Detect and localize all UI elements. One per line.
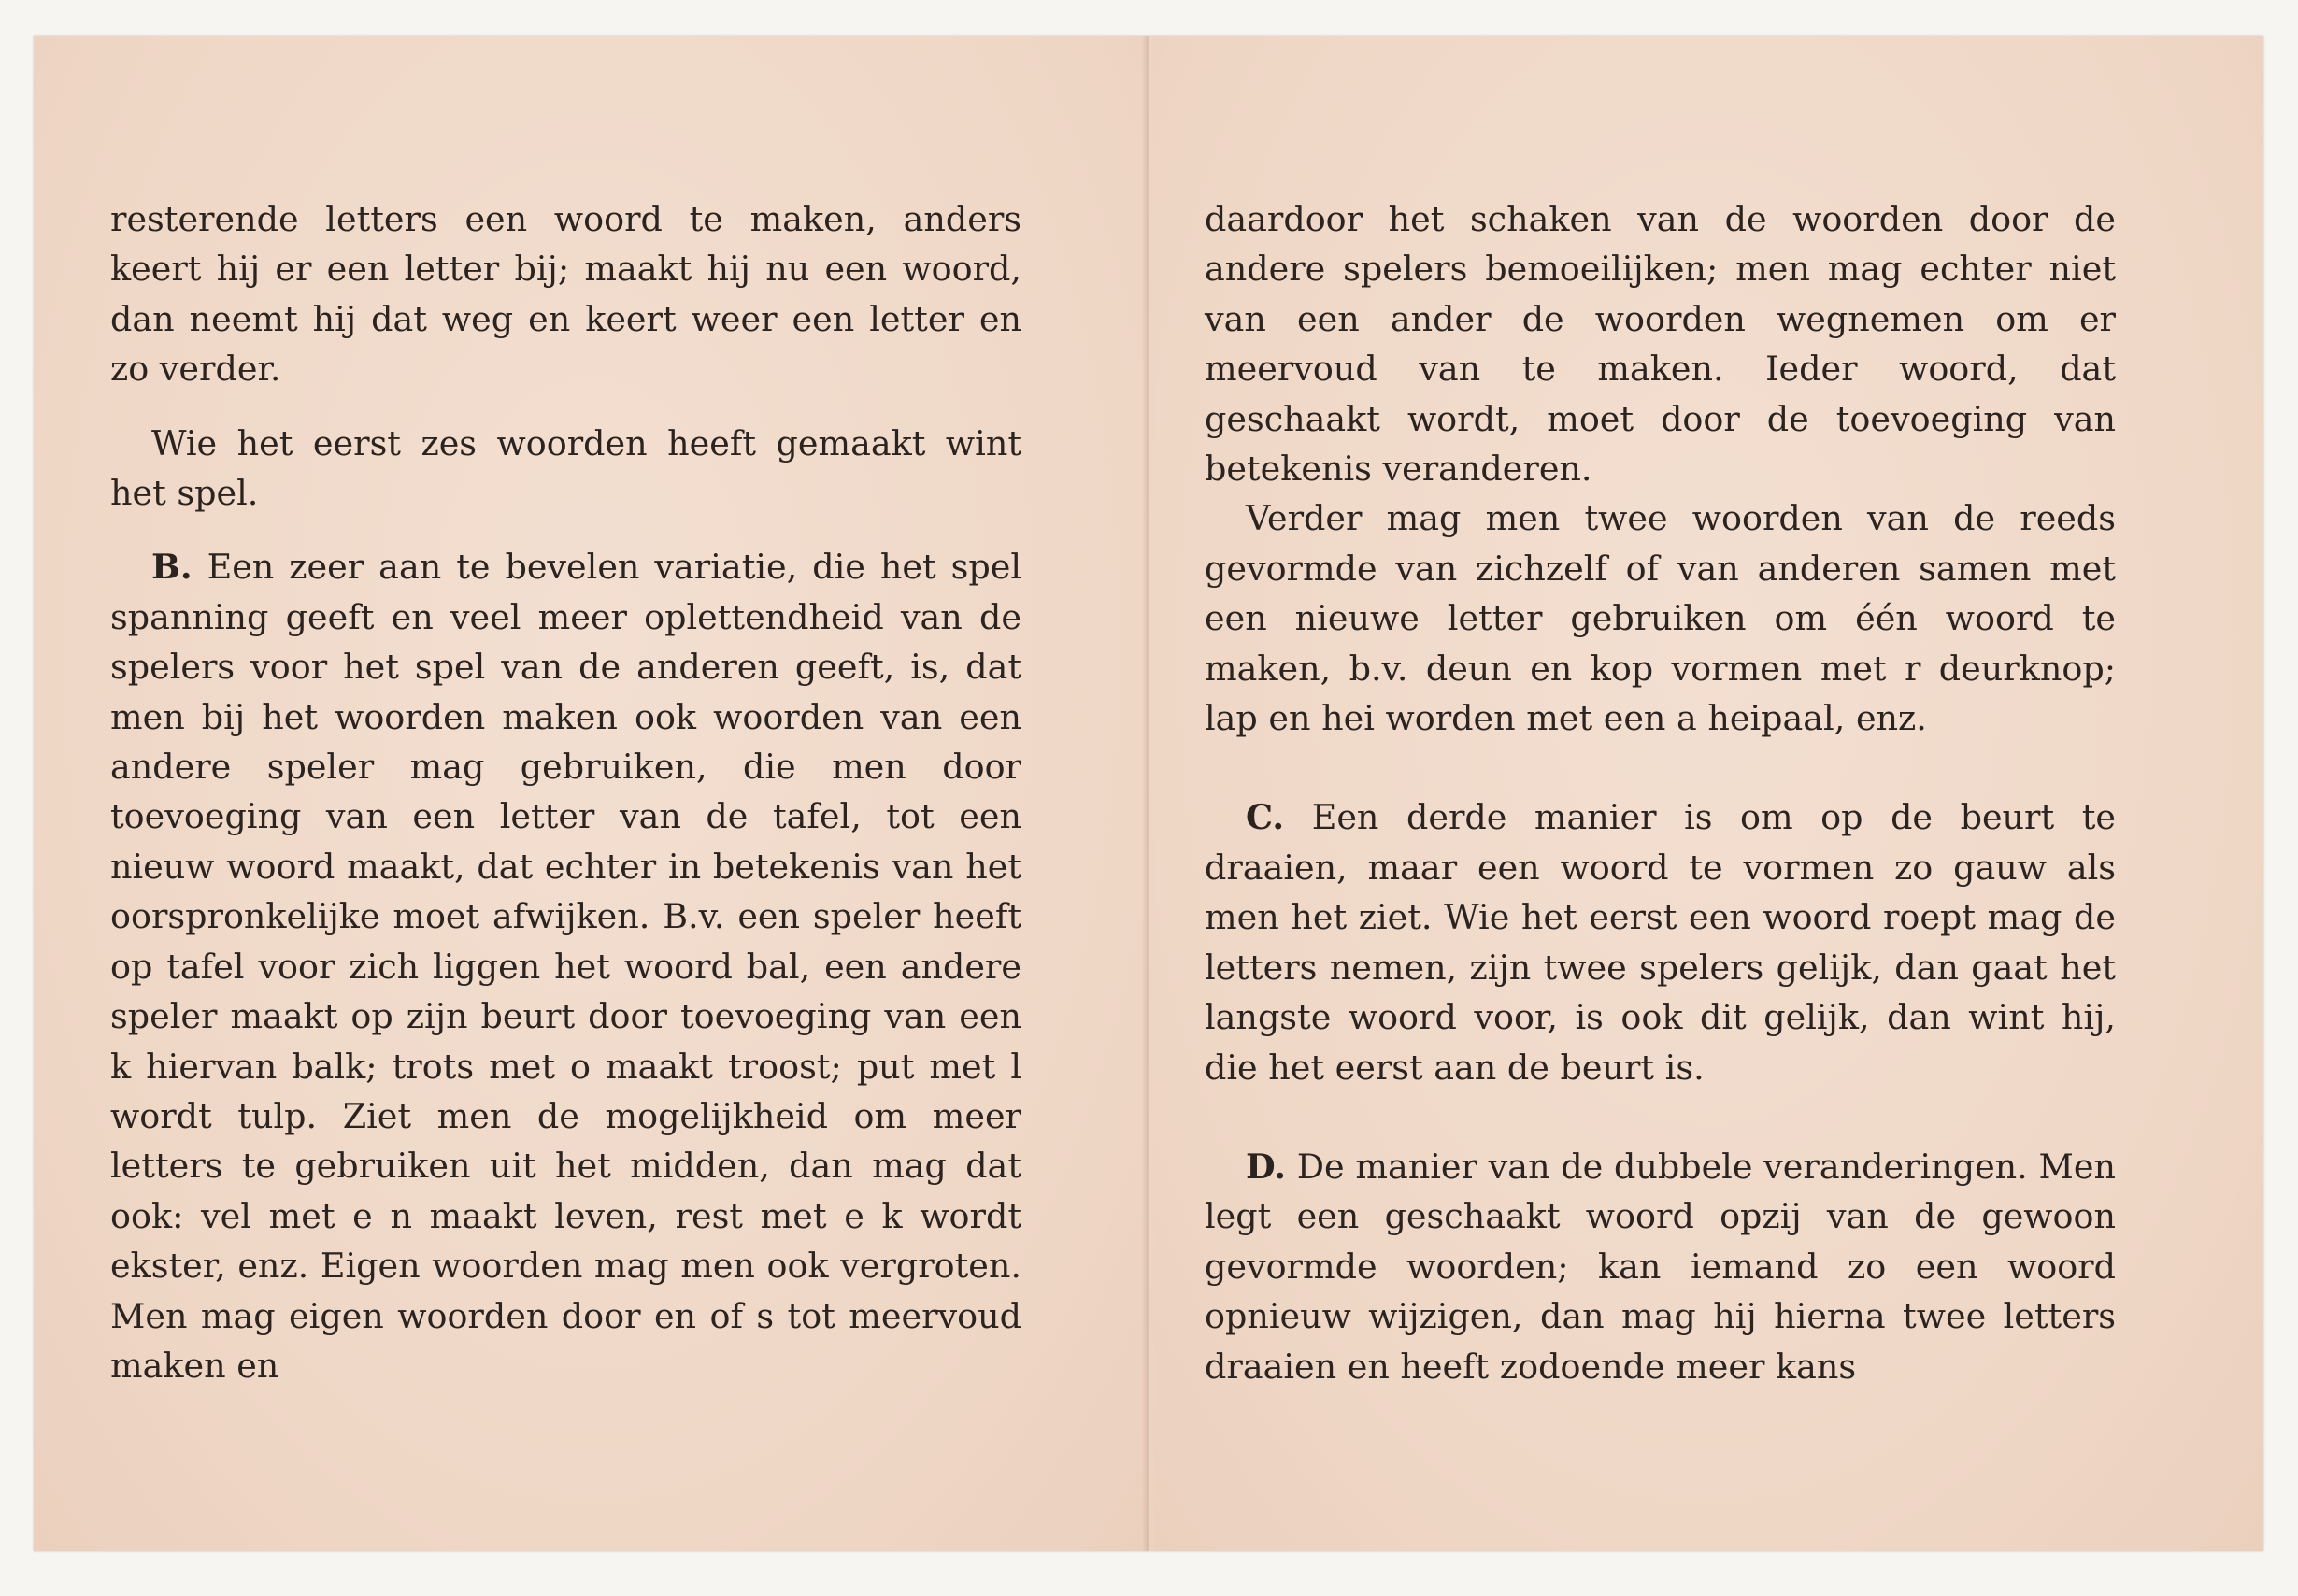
right-page-text (1205, 194, 2116, 1391)
section-label-b: B. (151, 547, 193, 588)
section-label-c: C. (1246, 797, 1285, 838)
paragraph-variation-d-text: De manier van de dubbele veranderingen. Men legt een geschaakt woord opzij van de gewoon gevormde woorden; kan iemand zo een woord opnieuw wijzigen, dan mag hij hierna twee letters draaien en heeft zodoende meer kans (1205, 1146, 2116, 1387)
paragraph-variation-b (110, 542, 1021, 1390)
paragraph-continuation: resterende letters een woord te maken, anders keert hij er een letter bij; maakt hij nu een woord, dan neemt hij dat weg en keert weer een letter en zo verder. (110, 199, 1021, 390)
paragraph-combining-words: Verder mag men twee woorden van de reeds gevormde van zichzelf of van anderen samen met een nieuwe letter gebruiken om één woord te maken, b.v. deun en kop vormen met r deurknop; lap en hei worden met een a heipaal, enz. (1205, 498, 2116, 739)
paragraph-continuation-right: daardoor het schaken van de woorden door de andere spelers bemoeilijken; men mag echter niet van een ander de woorden wegnemen om er meervoud van te maken. Ieder woord, dat geschaakt wordt, moet door de toevoeging van betekenis veranderen. (1205, 199, 2116, 490)
section-label-d: D. (1246, 1146, 1287, 1187)
paragraph-variation-c-text: Een derde manier is om op de beurt te draaien, maar een woord te vormen zo gauw als men het ziet. Wie het eerst een woord roept mag de letters nemen, zijn twee spelers gelijk, dan gaat het langste woord voor, is ook dit gelijk, dan wint hij, die het eerst aan de beurt is. (1205, 797, 2116, 1088)
left-page-text (110, 194, 1021, 1390)
paragraph-variation-c (1205, 792, 2116, 1091)
paragraph-win-condition: Wie het eerst zes woorden heeft gemaakt wint het spel. (110, 422, 1021, 514)
paragraph-variation-b-text: Een zeer aan te bevelen variatie, die het spel spanning geeft en veel meer oplettendheid van de spelers voor het spel van de anderen geeft, is, dat men bij het woorden maken ook woorden van een andere speler mag gebruiken, die men door toevoeging van een letter van de tafel, tot een nieuw woord maakt, dat echter in betekenis van het oorspronkelijke moet afwijken. B.v. een speler heeft op tafel voor zich liggen het woord bal, een andere speler maakt op zijn beurt door toevoeging van een k hiervan balk; trots met o maakt troost; put met l wordt tulp. Ziet men de mogelijkheid om meer letters te gebruiken uit het midden, dan mag dat ook: vel met e n maakt leven, rest met e k wordt ekster, enz. Eigen woorden mag men ook vergroten. Men mag eigen woorden door en of s tot meervoud maken en (110, 547, 1021, 1386)
paragraph-variation-d (1205, 1142, 2116, 1391)
center-fold (1142, 36, 1155, 1551)
